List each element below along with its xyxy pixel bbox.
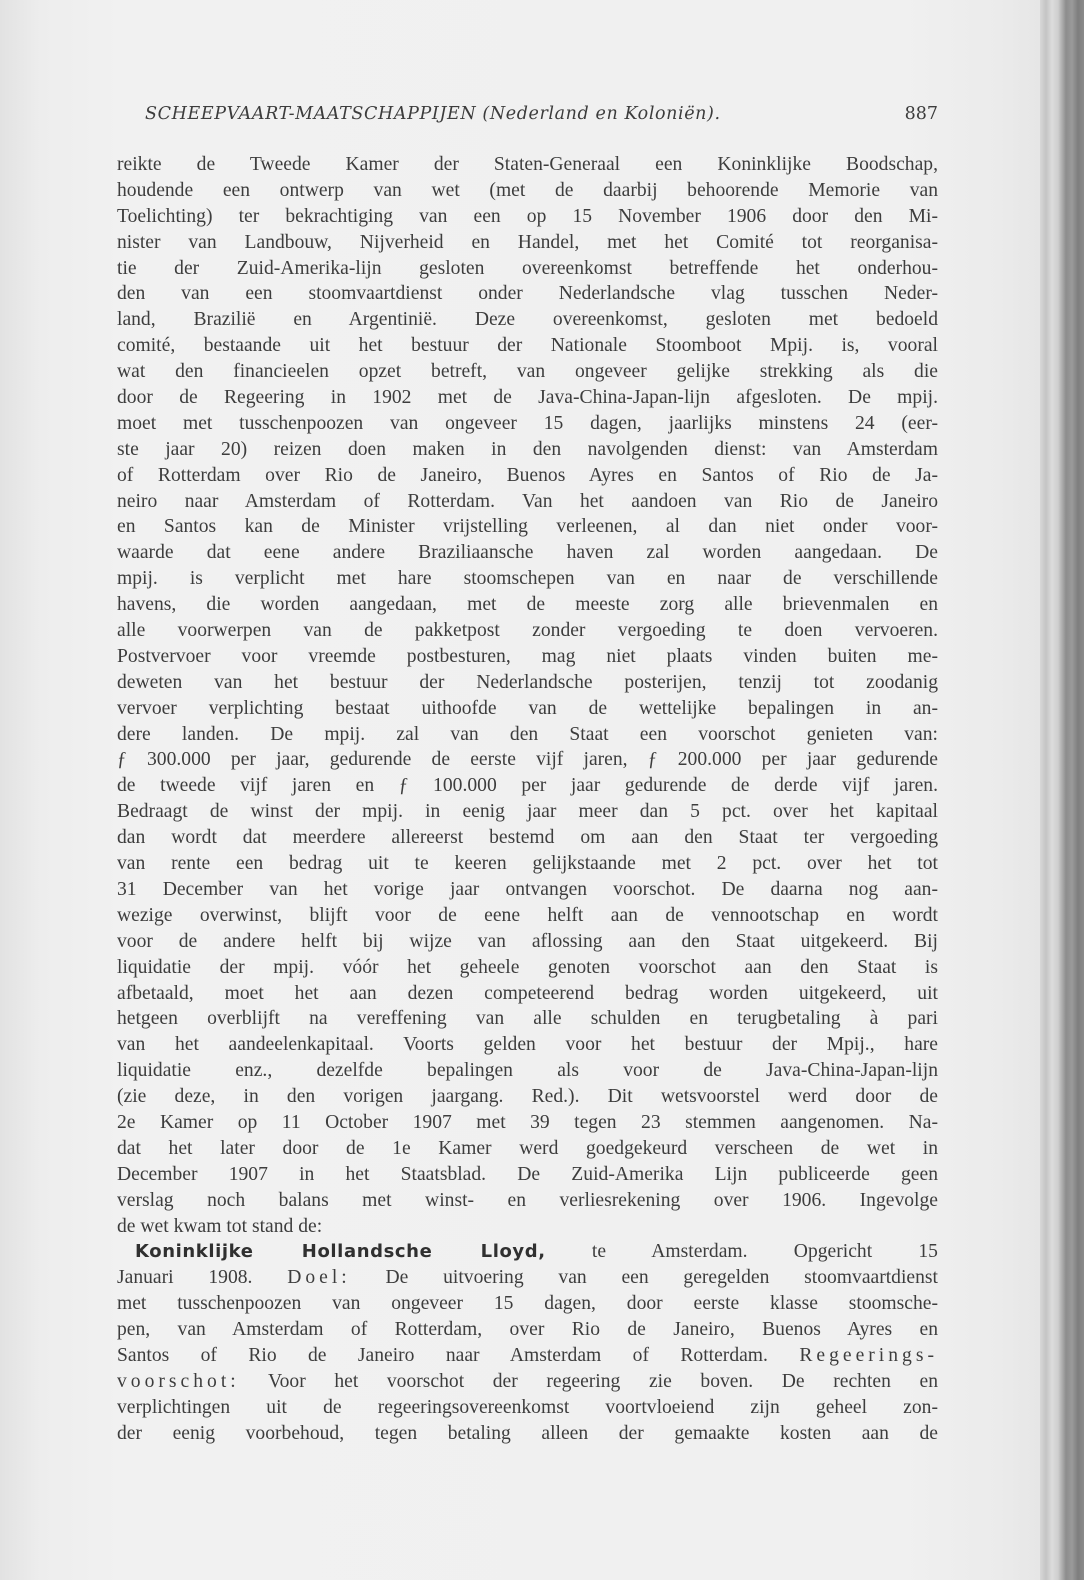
doel-text: De uitvoering van een geregelden stoomvaartdienst xyxy=(350,1267,938,1289)
text-line: hetgeen overblijft na vereffening van alle schulden en terugbetaling à pari xyxy=(117,1008,938,1030)
text-line: reikte de Tweede Kamer der Staten-Generaal een Koninklijke Boodschap, xyxy=(117,154,938,175)
text-line: dere landen. De mpij. zal van den Staat een voorschot genieten van: xyxy=(117,723,938,745)
running-head xyxy=(145,104,938,132)
text-line: van rente een bedrag uit te keeren gelijkstaande met 2 pct. over het tot xyxy=(117,853,938,875)
running-head-title: SCHEEPVAART-MAATSCHAPPIJEN (Nederland en Koloniën). xyxy=(145,104,721,124)
company-name: Koninklijke Hollandsche Lloyd, xyxy=(135,1241,546,1263)
text-line: 2e Kamer op 11 October 1907 met 39 tegen 23 stemmen aangenomen. Na- xyxy=(117,1111,938,1133)
text-line: liquidatie der mpij. vóór het geheele genoten voorschot aan den Staat is xyxy=(117,956,938,978)
route-text: Santos of Rio de Janeiro naar Amsterdam of Rotterdam. xyxy=(117,1344,800,1366)
text-line: den van een stoomvaartdienst onder Nederlandsche vlag tusschen Neder- xyxy=(117,283,938,305)
voorschot-label: voorschot: xyxy=(117,1370,240,1392)
founding-date: Januari 1908. xyxy=(117,1267,288,1289)
text-line: de wet kwam tot stand de: xyxy=(117,1215,323,1237)
text-line: wat den financieelen opzet betreft, van ongeveer gelijke strekking als die xyxy=(117,361,938,383)
text-line: deweten van het bestuur der Nederlandsche posterijen, tenzij tot zoodanig xyxy=(117,671,938,693)
text-line: met tusschenpoozen van ongeveer 15 dagen, door eerste klasse stoomsche- xyxy=(117,1293,938,1315)
text-line: 31 December van het vorige jaar ontvangen voorschot. De daarna nog aan- xyxy=(117,878,938,900)
entry-location: te Amsterdam. Opgericht 15 xyxy=(545,1241,938,1263)
text-line: vervoer verplichting bestaat uithoofde van de wettelijke bepalingen in an- xyxy=(117,697,938,719)
text-line xyxy=(117,1369,938,1395)
text-line: havens, die worden aangedaan, met de meeste zorg alle brievenmalen en xyxy=(117,594,938,616)
voorschot-text: Voor het voorschot der regeering zie boven. De rechten en xyxy=(239,1370,938,1392)
text-line: houdende een ontwerp van wet (met de daarbij behoorende Memorie van xyxy=(117,179,938,201)
text-line: mpij. is verplicht met hare stoomschepen van en naar de verschillende xyxy=(117,568,938,590)
book-binding-edge xyxy=(1040,0,1084,1580)
text-line: land, Brazilië en Argentinië. Deze overeenkomst, gesloten met bedoeld xyxy=(117,309,938,331)
text-line: en Santos kan de Minister vrijstelling verleenen, al dan niet onder voor- xyxy=(117,516,938,538)
text-line: dat het later door de 1e Kamer werd goedgekeurd verscheen de wet in xyxy=(117,1137,938,1159)
text-line: neiro naar Amsterdam of Rotterdam. Van het aandoen van Rio de Janeiro xyxy=(117,490,938,512)
text-line: tie der Zuid-Amerika-lijn gesloten overeenkomst betreffende het onderhou- xyxy=(117,257,938,279)
text-line: verplichtingen uit de regeeringsovereenkomst voortvloeiend zijn geheel zon- xyxy=(117,1396,938,1418)
regeerings-label: Regeerings- xyxy=(799,1344,938,1366)
text-line: of Rotterdam over Rio de Janeiro, Buenos Ayres en Santos of Rio de Ja- xyxy=(117,464,938,486)
text-line: van het aandeelenkapitaal. Voorts gelden voor het bestuur der Mpij., hare xyxy=(117,1034,938,1056)
doel-label: Doel: xyxy=(287,1267,351,1289)
body-text xyxy=(117,152,938,1447)
text-line: (zie deze, in den vorigen jaargang. Red.). Dit wetsvoorstel werd door de xyxy=(117,1086,938,1108)
text-line: waarde dat eene andere Braziliaansche haven zal worden aangedaan. De xyxy=(117,542,938,564)
text-line: liquidatie enz., dezelfde bepalingen als voor de Java-China-Japan-lijn xyxy=(117,1060,938,1082)
text-line: der eenig voorbehoud, tegen betaling alleen der gemaakte kosten aan de xyxy=(117,1422,938,1444)
text-line: afbetaald, moet het aan dezen competeerend bedrag worden uitgekeerd, uit xyxy=(117,982,938,1004)
text-line: alle voorwerpen van de pakketpost zonder vergoeding te doen vervoeren. xyxy=(117,620,938,642)
text-line: wezige overwinst, blijft voor de eene helft aan de vennootschap en wordt xyxy=(117,904,938,926)
text-line: Postvervoer voor vreemde postbesturen, mag niet plaats vinden buiten me- xyxy=(117,645,938,667)
text-line xyxy=(117,1265,938,1291)
text-line: comité, bestaande uit het bestuur der Nationale Stoomboot Mpij. is, vooral xyxy=(117,335,938,357)
text-line: verslag noch balans met winst- en verliesrekening over 1906. Ingevolge xyxy=(117,1189,938,1211)
text-line: nister van Landbouw, Nijverheid en Handel, met het Comité tot reorganisa- xyxy=(117,231,938,253)
text-line: ƒ 300.000 per jaar, gedurende de eerste vijf jaren, ƒ 200.000 per jaar gedurende xyxy=(117,749,938,771)
text-line: December 1907 in het Staatsblad. De Zuid-Amerika Lijn publiceerde geen xyxy=(117,1163,938,1185)
text-line xyxy=(117,1343,938,1369)
text-line: Bedraagt de winst der mpij. in eenig jaar meer dan 5 pct. over het kapitaal xyxy=(117,801,938,823)
text-line: ste jaar 20) reizen doen maken in den navolgenden dienst: van Amsterdam xyxy=(117,438,938,460)
text-line: dan wordt dat meerdere allereerst bestemd om aan den Staat ter vergoeding xyxy=(117,827,938,849)
text-line: moet met tusschenpoozen van ongeveer 15 dagen, jaarlijks minstens 24 (eer- xyxy=(117,412,938,434)
text-line: pen, van Amsterdam of Rotterdam, over Rio de Janeiro, Buenos Ayres en xyxy=(117,1319,938,1341)
text-line: de tweede vijf jaren en ƒ 100.000 per jaar gedurende de derde vijf jaren. xyxy=(117,775,938,797)
text-line: voor de andere helft bij wijze van aflossing aan den Staat uitgekeerd. Bij xyxy=(117,930,938,952)
page-number: 887 xyxy=(904,104,938,124)
text-line: Toelichting) ter bekrachtiging van een op 15 November 1906 door den Mi- xyxy=(117,205,938,227)
entry-heading-line xyxy=(117,1239,938,1265)
text-line: door de Regeering in 1902 met de Java-China-Japan-lijn afgesloten. De mpij. xyxy=(117,387,938,409)
